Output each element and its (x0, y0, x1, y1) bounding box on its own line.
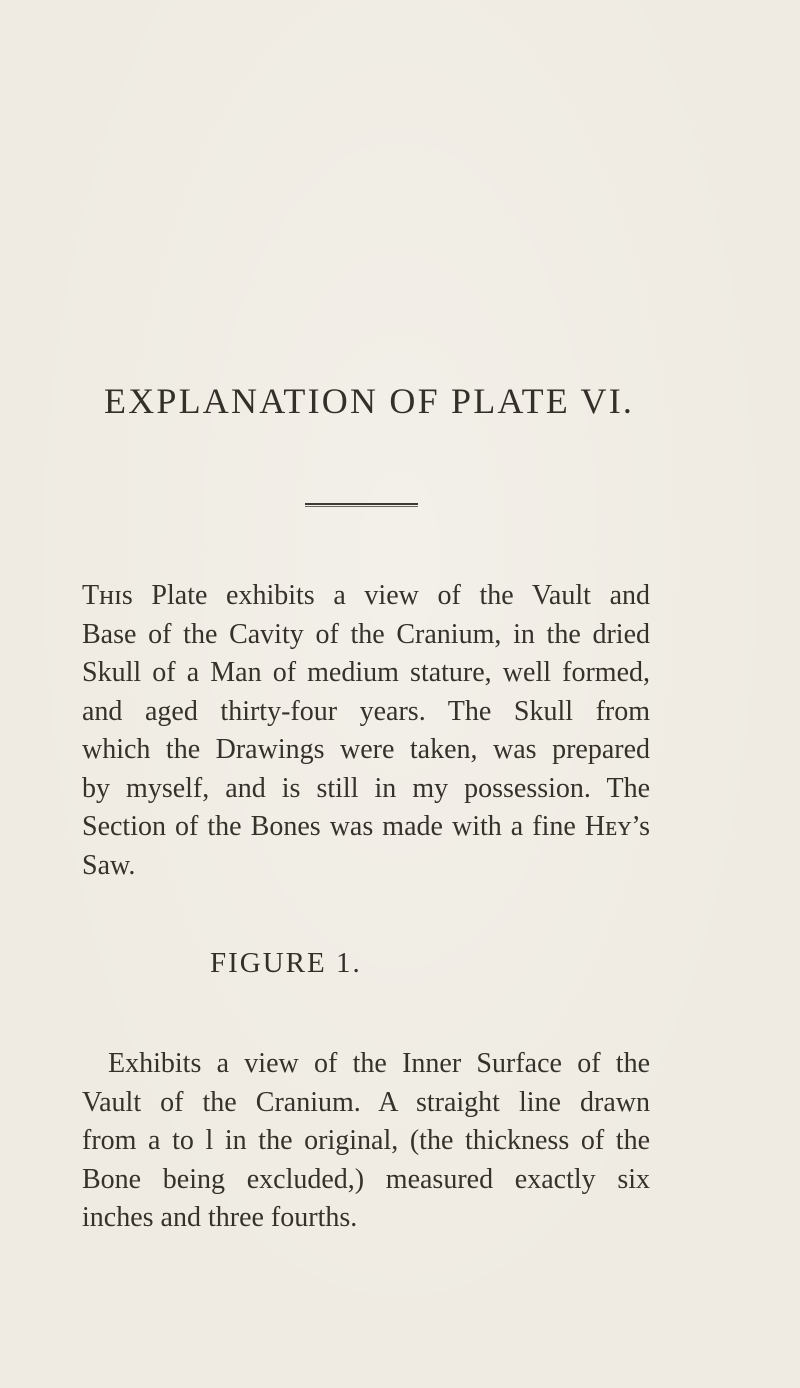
paragraph-line: inches and three fourths. (82, 1202, 358, 1233)
plate-title: EXPLANATION OF PLATE VI. (104, 381, 635, 421)
figure-paragraph (82, 1045, 650, 1238)
paragraph-line: by myself, and is still in my possession. The (82, 772, 650, 804)
paragraph-line: Tʜɪs Plate exhibits a view of the Vault and (82, 580, 650, 611)
paragraph-line: Saw. (82, 849, 136, 881)
paragraph-line: and aged thirty-four years. The Skull from (82, 695, 650, 727)
paragraph-line: Skull of a Man of medium stature, well formed, (82, 657, 650, 688)
paragraph-line: Section of the Bones was made with a fine Hᴇʏ’s (82, 811, 650, 842)
paragraph-line: which the Drawings were taken, was prepared (82, 734, 650, 765)
paragraph-line: Bone being excluded,) measured exactly six (82, 1163, 650, 1195)
figure-heading: FIGURE 1. (210, 947, 362, 979)
paragraph-line: Base of the Cavity of the Cranium, in the dried (82, 618, 650, 650)
title-divider (305, 503, 418, 507)
intro-paragraph (82, 577, 650, 885)
paragraph-line: Exhibits a view of the Inner Surface of the (108, 1048, 650, 1079)
paragraph-line: Vault of the Cranium. A straight line drawn (82, 1086, 650, 1118)
paragraph-line: from a to l in the original, (the thickness of the (82, 1125, 650, 1156)
